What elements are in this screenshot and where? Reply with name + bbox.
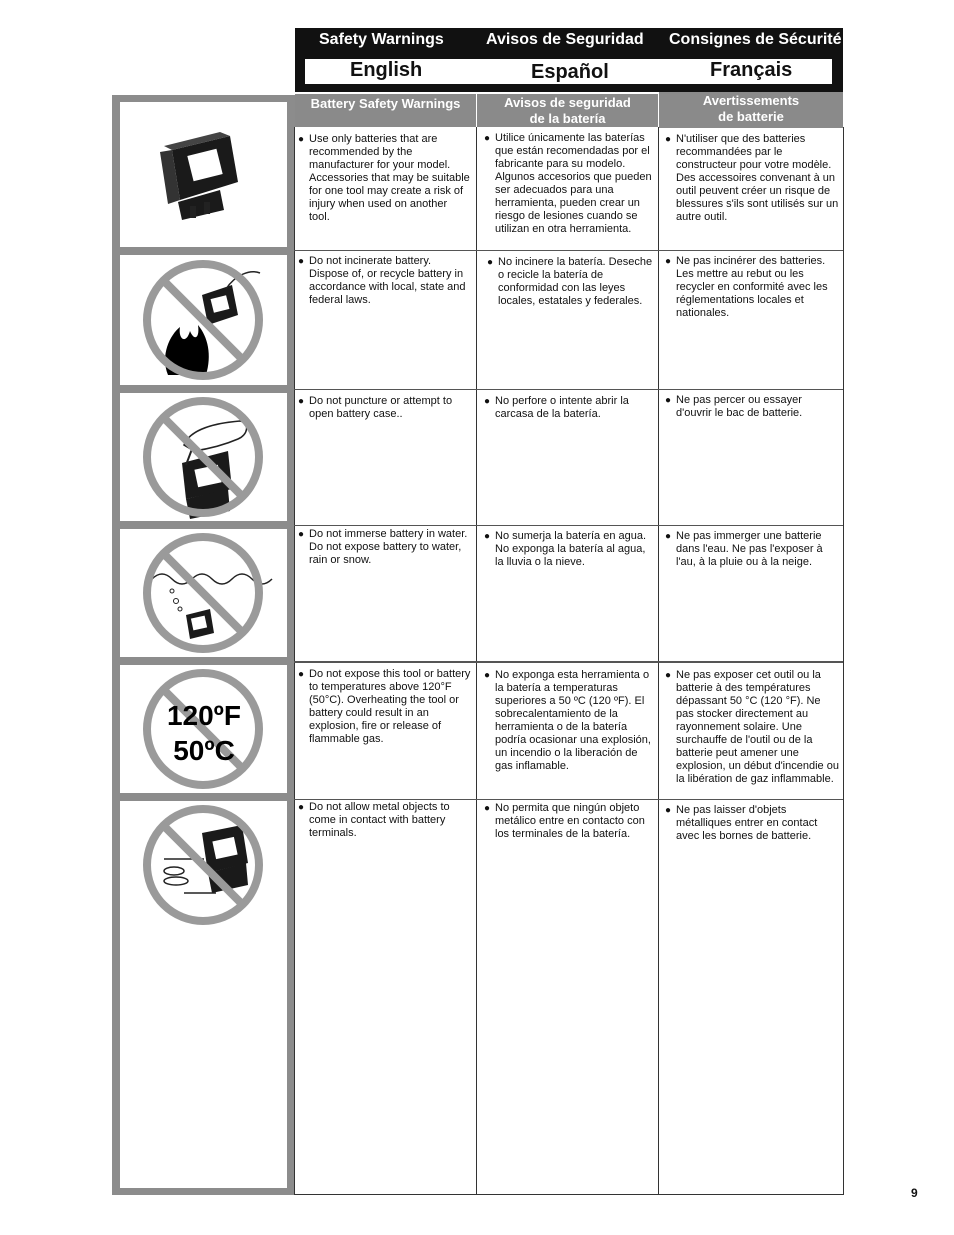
warning-text: Use only batteries that are recommended by the manufacturer for your model. Accessories that may be suitable for one tool may create a risk of injury when used on another tool. [309, 133, 470, 223]
battery-icon [120, 102, 287, 247]
icon-cell-4 [120, 529, 287, 657]
language-fr: Français [710, 59, 793, 81]
warning-text: Do not incinerate battery. Dispose of, or recycle battery in accordance with local, state and federal laws. [309, 255, 466, 306]
warning-1-fr [665, 133, 840, 224]
warning-text: Ne pas laisser d'objets métalliques entrer en contact avec les bornes de batterie. [676, 804, 818, 842]
temp-celsius: 50ºC [173, 735, 235, 766]
icon-sidebar [112, 95, 295, 1195]
language-es: Español [531, 61, 609, 83]
warning-3-es [484, 395, 639, 421]
temp-fahrenheit: 120ºF [166, 700, 242, 731]
row-divider-1 [294, 250, 843, 251]
row-divider-4 [294, 661, 843, 663]
warning-5-en [298, 668, 472, 746]
bullet: ● [665, 670, 672, 681]
bullet: ● [484, 396, 491, 407]
bullet: ● [298, 396, 305, 407]
warning-text: No perfore o intente abrir la carcasa de la batería. [495, 395, 629, 420]
language-box [305, 59, 832, 84]
bullet: ● [298, 529, 305, 540]
header-band [295, 28, 843, 92]
warning-text: Ne pas percer ou essayer d'ouvrir le bac de batterie. [676, 394, 803, 419]
no-heat-icon [120, 665, 287, 793]
warning-text: Do not expose this tool or battery to temperatures above 120°F (50°C). Overheating the tool or battery could result in an explosion, fire or release of flammable gas. [309, 668, 471, 745]
warning-text: Ne pas immerger une batterie dans l'eau. Ne pas l'exposer à l'au, à la pluie ou à la neige. [676, 530, 823, 568]
warning-text: No exponga esta herramienta o la batería a temperaturas superiores a 50 ºC (120 ºF). El sobrecalentamiento de la herramienta o de la batería podría ocasionar una explosión, un incendio o la liberación de gas inflamable. [495, 669, 651, 772]
icon-cell-5 [120, 665, 287, 793]
bullet: ● [298, 134, 305, 145]
warning-text: Utilice únicamente las baterías que están recomendadas por el fabricante para su modelo. Algunos accesorios que pueden ser adecuados para una herramienta, pueden crear un riesgo de lesiones cuando se utilizan en otra herramienta. [495, 132, 652, 235]
icon-cell-6 [120, 801, 287, 1188]
no-water-icon [120, 529, 287, 657]
bullet: ● [665, 395, 672, 406]
subheader-fr-line1: Avertissements [702, 93, 800, 108]
subheader-fr-line2: de batterie [718, 109, 784, 124]
warning-5-fr [665, 669, 840, 786]
no-fire-icon [120, 255, 287, 385]
subheader-es-line1: Avisos de seguridad [504, 95, 631, 110]
bullet: ● [484, 670, 491, 681]
warning-2-fr [665, 255, 837, 320]
no-puncture-icon [120, 393, 287, 521]
warning-text: Ne pas incinérer des batteries. Les mettre au rebut ou les recycler en conformité avec les réglementations locales et nationales. [676, 255, 828, 319]
row-divider-3 [294, 525, 843, 526]
warning-5-es [484, 669, 656, 773]
warning-4-es [484, 530, 652, 569]
bullet: ● [665, 531, 672, 542]
warning-text: Do not allow metal objects to come in contact with battery terminals. [309, 801, 450, 839]
warning-text: Do not immerse battery in water. Do not expose battery to water, rain or snow. [309, 528, 468, 566]
warning-text: No sumerja la batería en agua. No exponga la batería al agua, la lluvia o la nieve. [495, 530, 647, 568]
warning-3-en [298, 395, 463, 421]
no-metal-icon [120, 801, 287, 929]
page-number: 9 [911, 1186, 918, 1200]
icon-cell-1 [120, 102, 287, 247]
subheader-es-line2: de la batería [529, 111, 606, 126]
warning-text: No incinere la batería. Deseche o recicle la batería de conformidad con las leyes locales, estatales y federales. [498, 256, 653, 307]
warning-text: N'utiliser que des batteries recommandées par le constructeur pour votre modèle. Des accessoires convenant à un outil peuvent créer un risque de blessures s'ils sont utilisés sur un autre outil. [676, 133, 839, 223]
bullet: ● [298, 256, 305, 267]
warning-2-es [487, 256, 653, 308]
icon-cell-3 [120, 393, 287, 521]
warning-4-fr [665, 530, 829, 569]
row-divider-2 [294, 389, 843, 390]
bullet: ● [484, 803, 491, 814]
title-es: Avisos de Seguridad [486, 31, 644, 48]
warning-1-en [298, 133, 470, 224]
warning-4-en [298, 528, 470, 567]
warning-2-en [298, 255, 470, 307]
bullet: ● [665, 134, 672, 145]
warning-6-en [298, 801, 458, 840]
language-en: English [350, 59, 423, 81]
warning-text: Ne pas exposer cet outil ou la batterie à des températures dépassant 50 °C (120 °F). Ne pas stocker directement au rayonnement solaire. Une surchauffe de l'outil ou de la batterie peut amener une explosion, un début d'incendie ou la libération de gaz inflammable. [676, 669, 839, 785]
warning-3-fr [665, 394, 817, 420]
subheader-en-text: Battery Safety Warnings [310, 96, 461, 111]
bullet: ● [484, 133, 491, 144]
bullet: ● [665, 805, 672, 816]
warning-1-es [484, 132, 652, 236]
subheader-es [477, 94, 658, 127]
title-en: Safety Warnings [319, 31, 444, 48]
subheader-fr [659, 92, 843, 128]
bullet: ● [484, 531, 491, 542]
warning-text: Do not puncture or attempt to open battery case.. [309, 395, 453, 420]
row-divider-5 [294, 799, 843, 800]
subheader-en [295, 94, 476, 127]
title-fr: Consignes de Sécurité [669, 31, 842, 48]
bullet: ● [487, 257, 494, 268]
icon-cell-2 [120, 255, 287, 385]
bullet: ● [298, 802, 305, 813]
warning-6-es [484, 802, 650, 841]
warning-6-fr [665, 804, 840, 843]
bullet: ● [298, 669, 305, 680]
bullet: ● [665, 256, 672, 267]
warning-text: No permita que ningún objeto metálico entre en contacto con los terminales de la batería. [495, 802, 645, 840]
